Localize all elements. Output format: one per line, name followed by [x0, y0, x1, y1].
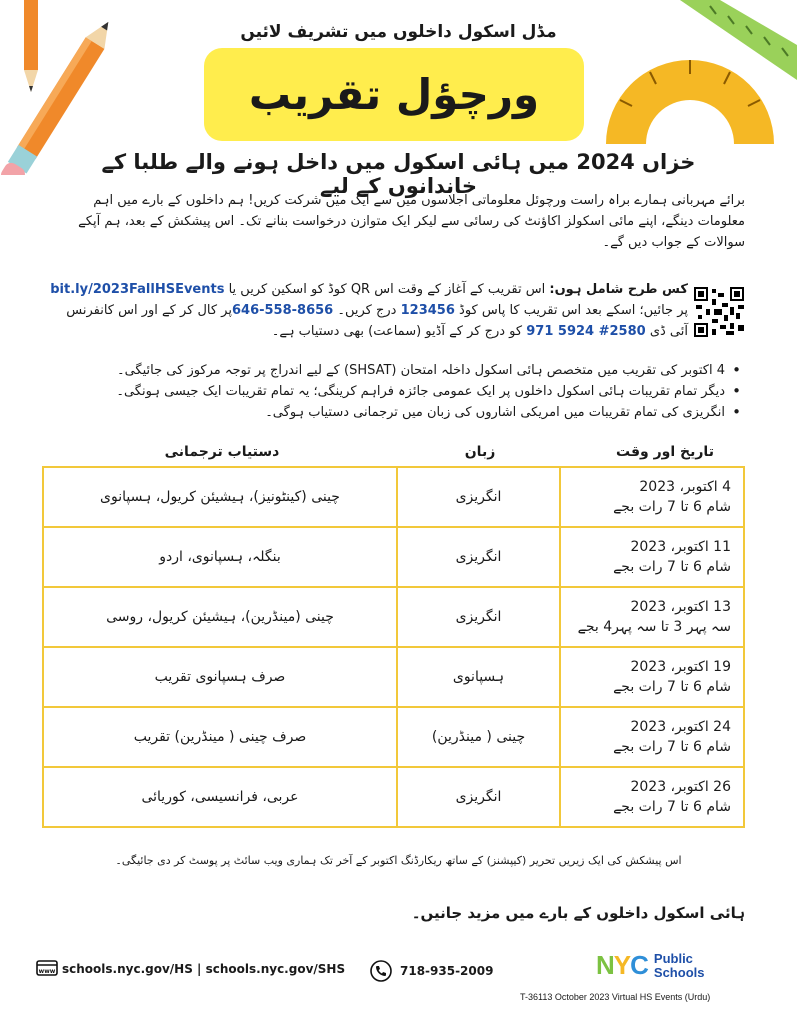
cell-date-time	[560, 587, 744, 647]
audio-phone[interactable]: 646-558-8656	[231, 303, 334, 318]
qr-code-icon[interactable]	[694, 287, 744, 337]
logo-text-public: Public	[653, 950, 693, 966]
column-header-interpretation: دستیاب ترجمانی	[164, 444, 280, 460]
cell-interpretation: صرف چینی ( مینڈرین) تقریب	[43, 707, 397, 767]
event-title: ورچؤل تقریب	[248, 70, 540, 119]
table-row	[43, 707, 744, 767]
cell-date-time	[560, 647, 744, 707]
join-text: اس تقریب کے آغاز کے وقت اس QR کوڈ کو اسکین کریں یا	[228, 282, 546, 297]
event-date: 11 اکتوبر، 2023	[630, 539, 731, 555]
join-instructions	[48, 279, 688, 342]
website-links[interactable]: schools.nyc.gov/HS | schools.nyc.gov/SHS	[62, 962, 346, 976]
cell-language: انگریزی	[397, 587, 560, 647]
event-date: 19 اکتوبر، 2023	[630, 659, 731, 675]
cell-interpretation: عربی، فرانسیسی، کوریائی	[43, 767, 397, 827]
nyc-logo-text	[654, 952, 705, 980]
footer-phone	[370, 960, 493, 982]
web-icon	[36, 960, 58, 978]
events-table	[42, 466, 745, 828]
cell-date-time	[560, 707, 744, 767]
protractor-icon	[606, 56, 774, 146]
table-row	[43, 587, 744, 647]
cell-interpretation: بنگلہ، ہسپانوی، اردو	[43, 527, 397, 587]
conference-id: 971 5924 #2580	[526, 324, 646, 339]
learn-more-heading: ہائی اسکول داخلوں کے بارے میں مزید جانیں۔	[411, 904, 745, 922]
event-time: شام 6 تا 7 رات بجے	[613, 559, 731, 575]
footer-websites	[36, 960, 345, 978]
event-date: 4 اکتوبر، 2023	[639, 479, 731, 495]
table-row	[43, 767, 744, 827]
join-text: پر کال کر کے اور اس کانفرنس آئی ڈی	[66, 303, 688, 339]
table-row	[43, 647, 744, 707]
event-date: 26 اکتوبر، 2023	[630, 779, 731, 795]
cell-date-time	[560, 767, 744, 827]
join-text: پر جائیں؛ اسکے بعد اس تقریب کا پاس کوڈ	[459, 303, 688, 318]
event-time: سہ پہر 3 تا سہ پہر4 بجے	[577, 619, 731, 635]
column-header-date: تاریخ اور وقت	[616, 444, 714, 460]
page-heading: خزاں 2024 میں ہائی اسکول میں داخل ہونے والے طلبا کے خاندانوں کے لیے	[101, 150, 696, 198]
column-header-language: زبان	[464, 444, 496, 460]
cell-language: انگریزی	[397, 767, 560, 827]
join-text: کو درج کر کے آڈیو (سماعت) بھی دستیاب ہے۔	[271, 324, 523, 339]
event-title-banner	[204, 48, 584, 141]
event-time: شام 6 تا 7 رات بجے	[613, 739, 731, 755]
cell-date-time	[560, 527, 744, 587]
event-time: شام 6 تا 7 رات بجے	[613, 799, 731, 815]
join-label: کس طرح شامل ہوں:	[549, 282, 688, 297]
phone-number[interactable]: 718-935-2009	[400, 964, 494, 978]
list-item: • دیگر تمام تقریبات ہائی اسکول داخلوں پر ایک عمومی جائزہ فراہم کرینگی؛ یہ تمام تقریبات ایک جیسی ہونگی۔	[48, 381, 725, 402]
cell-language: ہسپانوی	[397, 647, 560, 707]
cell-language: انگریزی	[397, 527, 560, 587]
list-item: • انگریزی کی تمام تقریبات میں امریکی اشاروں کی زبان میں ترجمانی دستیاب ہوگی۔	[48, 402, 725, 423]
event-time: شام 6 تا 7 رات بجے	[613, 499, 731, 515]
list-item: • 4 اکتوبر کی تقریب میں متخصص ہائی اسکول داخلہ امتحان (SHSAT) کے لیے اندراج پر توجہ مرکوز کی جائیگی۔	[48, 360, 725, 381]
event-time: شام 6 تا 7 رات بجے	[613, 679, 731, 695]
cell-interpretation: چینی (کینٹونیز)، ہیشیئن کریول، ہسپانوی	[43, 467, 397, 527]
recording-note: اس پیشکش کی ایک زیریں تحریر (کیپشنز) کے ساتھ ریکارڈنگ اکتوبر کے آخر تک ہماری ویب سائٹ پر پوسٹ کر دی جائیگی۔	[115, 854, 682, 867]
join-text: درج کریں۔	[337, 303, 397, 318]
cell-language: انگریزی	[397, 467, 560, 527]
svg-text:www: www	[38, 968, 56, 975]
event-notes-list	[48, 360, 745, 423]
logo-text-schools: Schools	[653, 964, 705, 980]
table-row	[43, 467, 744, 527]
event-date: 24 اکتوبر، 2023	[630, 719, 731, 735]
table-row	[43, 527, 744, 587]
cell-interpretation: صرف ہسپانوی تقریب	[43, 647, 397, 707]
event-date: 13 اکتوبر، 2023	[630, 599, 731, 615]
subtitle: مڈل اسکول داخلوں میں تشریف لائیں	[240, 22, 557, 42]
pencil-icon	[10, 0, 60, 95]
cell-date-time	[560, 467, 744, 527]
event-link[interactable]: bit.ly/2023FallHSEvents	[50, 282, 225, 297]
nyc-public-schools-logo	[596, 950, 704, 981]
document-id: T-36113 October 2023 Virtual HS Events (Urdu)	[520, 992, 711, 1002]
cell-interpretation: چینی (مینڈرین)، ہیشیئن کریول، روسی	[43, 587, 397, 647]
cell-language: چینی ( مینڈرین)	[397, 707, 560, 767]
phone-icon	[370, 960, 392, 982]
intro-paragraph: برائے مہربانی ہمارے براہ راست ورچوئل معلوماتی اجلاسوں میں سے ایک میں شرکت کریں! ہم داخلوں کے بارے میں اہم معلومات دینگے، اپنے مائی اسکولز اکاؤنٹ کی رسائی سے لیکر ایک متوازن درخواست بنانے تک۔ اس پیشکش کے بعد، ہم آپکے سوالات کے جواب دیں گے۔	[78, 193, 745, 250]
nyc-logo-mark: NYC	[596, 950, 648, 980]
passcode: 123456	[400, 303, 455, 318]
